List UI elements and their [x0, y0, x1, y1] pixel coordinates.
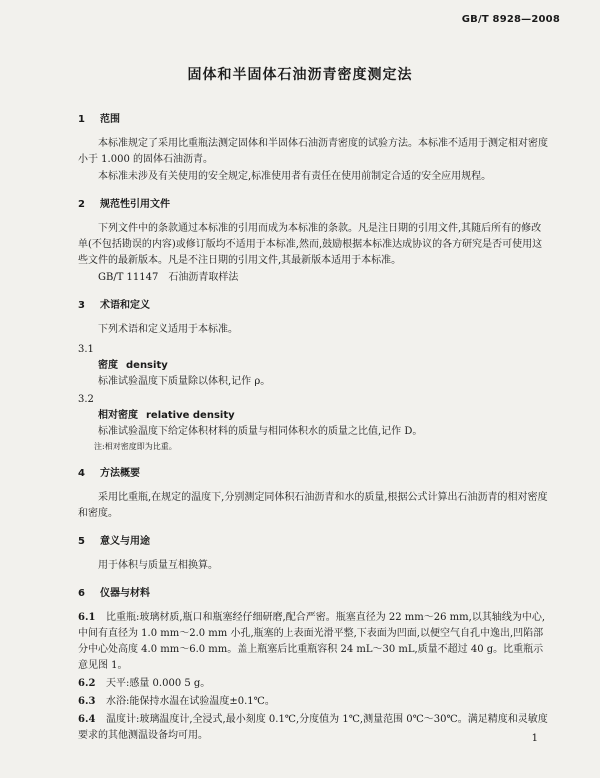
section-heading: 6 仪器与材料 — [78, 588, 150, 599]
section-scope — [78, 112, 548, 185]
section-heading: 3 术语和定义 — [78, 300, 150, 311]
term-definition: 标准试验温度下质量除以体积,记作 ρ。 — [98, 376, 271, 387]
paragraph: 本标准未涉及有关使用的安全规定,标准使用者有责任在使用前制定合适的安全应用规程。 — [98, 171, 492, 182]
paragraph: 本标准规定了采用比重瓶法测定固体和半固体石油沥青密度的试验方法。本标准不适用于测定相对密度小于 1.000 的固体石油沥青。 — [78, 138, 548, 165]
term-definition: 标准试验温度下给定体积材料的质量与相同体积水的质量之比值,记作 D。 — [98, 426, 423, 437]
term-number: 3.2 — [78, 394, 94, 405]
section-heading: 2 规范性引用文件 — [78, 199, 170, 210]
paragraph: 采用比重瓶,在规定的温度下,分别测定同体积石油沥青和水的质量,根据公式计算出石油沥青的相对密度和密度。 — [78, 492, 548, 519]
paragraph: 下列术语和定义适用于本标准。 — [98, 324, 238, 335]
document-title: 固体和半固体石油沥青密度测定法 — [187, 67, 413, 83]
section-heading: 5 意义与用途 — [78, 536, 150, 547]
paragraph: 用于体积与质量互相换算。 — [98, 560, 218, 571]
term-name: 密度 density — [98, 360, 168, 371]
section-normative-references — [78, 197, 548, 286]
apparatus-item: 6.3 水浴:能保持水温在试验温度±0.1℃。 — [78, 696, 275, 707]
section-terms-definitions — [78, 298, 548, 454]
apparatus-item: 6.4 温度计:玻璃温度计,全浸式,最小刻度 0.1℃,分度值为 1℃,测量范围 0℃～30℃。满足精度和灵敏度要求的其他测温设备均可用。 — [78, 714, 548, 741]
page-number: 1 — [531, 733, 538, 744]
section-heading: 4 方法概要 — [78, 468, 140, 479]
standard-code: GB/T 8928—2008 — [461, 14, 560, 25]
term-number: 3.1 — [78, 344, 94, 355]
section-method-summary — [78, 466, 548, 522]
apparatus-item: 6.2 天平:感量 0.000 5 g。 — [78, 678, 211, 689]
term-name: 相对密度 relative density — [98, 410, 235, 421]
apparatus-item: 6.1 比重瓶:玻璃材质,瓶口和瓶塞经仔细研磨,配合严密。瓶塞直径为 22 mm～26 mm,以其轴线为中心,中间有直径为 1.0 mm～2.0 mm 小孔,瓶塞的上表面光滑平整,下表面为凹面,以便空气自孔中逸出,凹陷部分中心处高度 4.0 mm～6.0 mm。盖上瓶塞后比重瓶容积 24 mL～30 mL,质量不超过 40 g。比重瓶示意见图 1。 — [78, 612, 545, 671]
section-heading: 1 范围 — [78, 114, 120, 125]
reference-item: GB/T 11147 石油沥青取样法 — [98, 272, 239, 283]
paragraph: 下列文件中的条款通过本标准的引用而成为本标准的条款。凡是注日期的引用文件,其随后所有的修改单(不包括勘误的内容)或修订版均不适用于本标准,然而,鼓励根据本标准达成协议的各方研究是否可使用这些文件的最新版本。凡是不注日期的引用文件,其最新版本适用于本标准。 — [78, 223, 543, 266]
document-body — [78, 112, 548, 756]
term-note: 注:相对密度即为比重。 — [94, 442, 177, 451]
section-significance-use — [78, 534, 548, 574]
section-apparatus-materials — [78, 586, 548, 744]
